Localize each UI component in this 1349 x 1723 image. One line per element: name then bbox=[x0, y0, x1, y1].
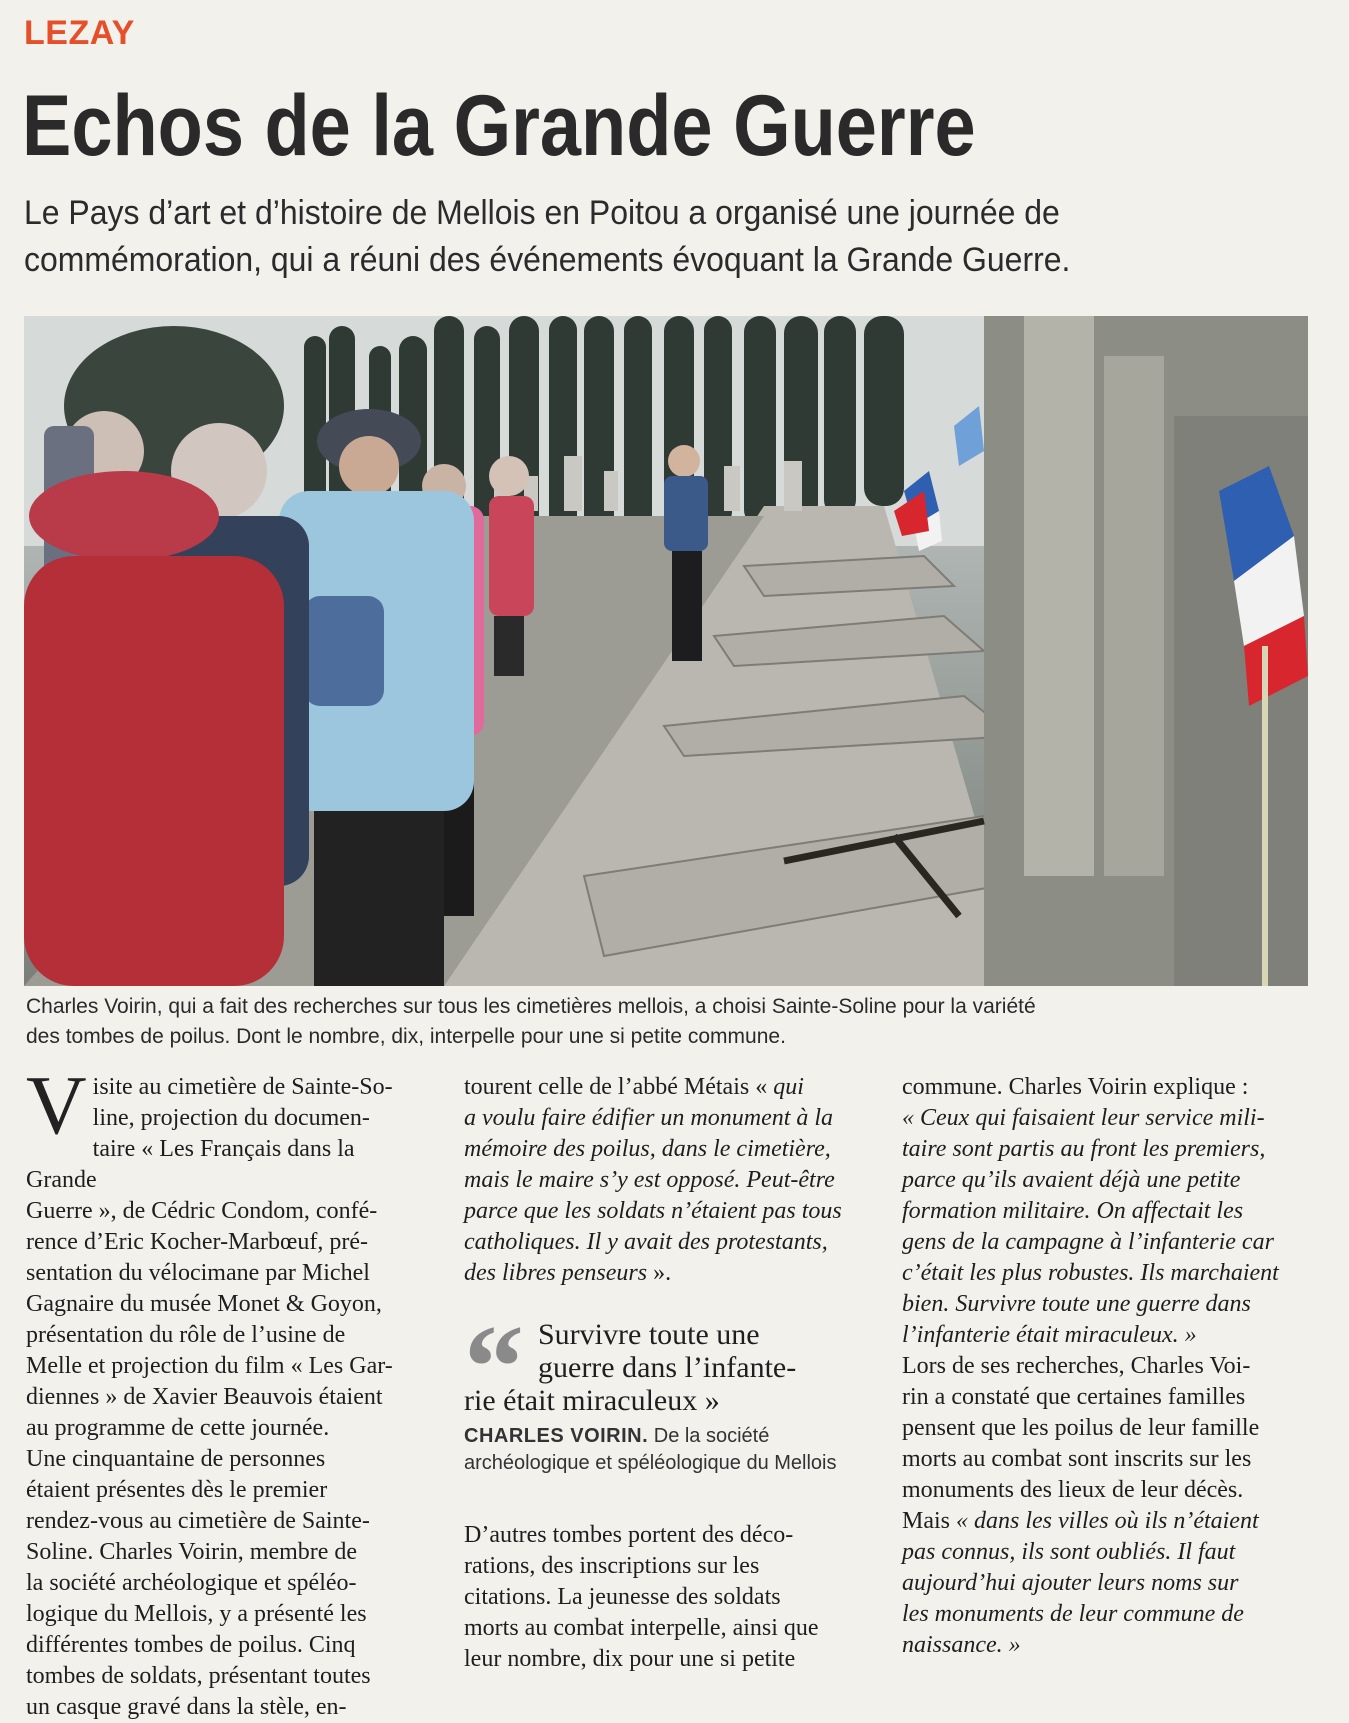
quote-line: formation militaire. On affectait les bbox=[902, 1198, 1244, 1224]
caption-line: des tombes de poilus. Dont le nombre, dix, interpelle pour une si petite commune. bbox=[26, 1025, 786, 1048]
quote-line: gens de la campagne à l’infanterie car bbox=[902, 1229, 1274, 1255]
body-line: Soline. Charles Voirin, membre de bbox=[26, 1539, 358, 1565]
author-role: archéologique et spéléologique du Mellois bbox=[464, 1452, 837, 1474]
pull-quote-text bbox=[464, 1318, 884, 1384]
quote-text: des libres penseurs bbox=[464, 1260, 648, 1286]
quote-line: aujourd’hui ajouter leurs noms sur bbox=[902, 1570, 1239, 1596]
body-line: isite au cimetière de Sainte-So- bbox=[92, 1074, 393, 1100]
body-line: monuments des lieux de leur décès. bbox=[902, 1477, 1244, 1503]
quote-line: mais le maire s’y est opposé. Peut-être bbox=[464, 1167, 835, 1193]
pull-quote-author bbox=[464, 1423, 884, 1477]
quote-line: c’était les plus robustes. Ils marchaient bbox=[902, 1260, 1279, 1286]
body-line bbox=[464, 1258, 874, 1289]
body-text: Mais bbox=[902, 1508, 956, 1534]
body-line: rendez-vous au cimetière de Sainte- bbox=[26, 1508, 370, 1534]
body-line: Guerre », de Cédric Condom, confé- bbox=[26, 1198, 378, 1224]
body-line: étaient présentes dès le premier bbox=[26, 1477, 328, 1503]
quote-line: l’infanterie était miraculeux. » bbox=[902, 1322, 1197, 1348]
pull-quote bbox=[464, 1300, 884, 1477]
body-line: rin a constaté que certaines familles bbox=[902, 1384, 1246, 1410]
quote-line: catholiques. Il y avait des protestants, bbox=[464, 1229, 828, 1255]
body-line: commune. Charles Voirin explique : bbox=[902, 1074, 1249, 1100]
body-line: différentes tombes de poilus. Cinq bbox=[26, 1632, 356, 1658]
body-line: morts au combat sont inscrits sur les bbox=[902, 1446, 1252, 1472]
body-line: Gagnaire du musée Monet & Goyon, bbox=[26, 1291, 382, 1317]
lede-line: Le Pays d’art et d’histoire de Mellois en Poitou a organisé une journée de bbox=[24, 194, 1060, 232]
body-text: ». bbox=[647, 1260, 672, 1286]
body-line: présentation du rôle de l’usine de bbox=[26, 1322, 346, 1348]
article-lede bbox=[24, 190, 1237, 284]
quote-line: parce qu’ils avaient déjà une petite bbox=[902, 1167, 1241, 1193]
body-line bbox=[464, 1072, 874, 1103]
body-line: au programme de cette journée. bbox=[26, 1415, 330, 1441]
body-line: rations, des inscriptions sur les bbox=[464, 1553, 760, 1579]
author-name: CHARLES VOIRIN. bbox=[464, 1425, 649, 1447]
quote-line: mémoire des poilus, dans le cimetière, bbox=[464, 1136, 831, 1162]
quote-line: pas connus, ils sont oubliés. Il faut bbox=[902, 1539, 1236, 1565]
quote-line: parce que les soldats n’étaient pas tous bbox=[464, 1198, 842, 1224]
cemetery-photo-illustration bbox=[24, 316, 1308, 986]
pull-quote-line: Survivre toute une bbox=[538, 1318, 760, 1351]
body-line: la société archéologique et spéléo- bbox=[26, 1570, 357, 1596]
quote-line: naissance. » bbox=[902, 1632, 1021, 1658]
article-photo bbox=[24, 316, 1308, 986]
article-column-2 bbox=[464, 1072, 874, 1289]
body-line bbox=[902, 1506, 1314, 1537]
body-line: morts au combat interpelle, ainsi que bbox=[464, 1615, 819, 1641]
lede-line: commémoration, qui a réuni des événements évoquant la Grande Guerre. bbox=[24, 241, 1071, 279]
article-column-3 bbox=[902, 1072, 1314, 1661]
quote-line: taire sont partis au front les premiers, bbox=[902, 1136, 1266, 1162]
body-line: D’autres tombes portent des déco- bbox=[464, 1522, 794, 1548]
body-line: tombes de soldats, présentant toutes bbox=[26, 1663, 371, 1689]
pull-quote-line: rie était miraculeux » bbox=[464, 1384, 720, 1417]
body-line: taire « Les Français dans la Grande bbox=[26, 1136, 355, 1193]
body-line: citations. La jeunesse des soldats bbox=[464, 1584, 781, 1610]
body-line: Lors de ses recherches, Charles Voi- bbox=[902, 1353, 1251, 1379]
body-line: Melle et projection du film « Les Gar- bbox=[26, 1353, 393, 1379]
body-line: rence d’Eric Kocher-Marbœuf, pré- bbox=[26, 1229, 368, 1255]
body-line: Une cinquantaine de personnes bbox=[26, 1446, 326, 1472]
body-line: line, projection du documen- bbox=[92, 1105, 370, 1131]
body-text: tourent celle de l’abbé Métais « bbox=[464, 1074, 774, 1100]
quote-mark-icon: “ bbox=[464, 1300, 524, 1433]
section-rubric: LEZAY bbox=[24, 14, 135, 52]
quote-line: les monuments de leur commune de bbox=[902, 1601, 1244, 1627]
body-line: leur nombre, dix pour une si petite bbox=[464, 1646, 796, 1672]
article-headline: Echos de la Grande Guerre bbox=[22, 78, 976, 174]
quote-line: a voulu faire édifier un monument à la bbox=[464, 1105, 834, 1131]
article-column-2-bottom bbox=[464, 1520, 874, 1675]
body-line: logique du Mellois, y a présenté les bbox=[26, 1601, 367, 1627]
author-role: De la société bbox=[648, 1425, 770, 1447]
quote-text: « dans les villes où ils n’étaient bbox=[956, 1508, 1259, 1534]
article-column-1 bbox=[26, 1059, 430, 1723]
body-line: diennes » de Xavier Beauvois étaient bbox=[26, 1384, 383, 1410]
drop-cap: V bbox=[26, 1059, 87, 1152]
body-line: un casque gravé dans la stèle, en- bbox=[26, 1694, 347, 1720]
quote-line: « Ceux qui faisaient leur service mili- bbox=[902, 1105, 1265, 1131]
body-line: sentation du vélocimane par Michel bbox=[26, 1260, 370, 1286]
pull-quote-line: guerre dans l’infante- bbox=[538, 1351, 797, 1384]
body-line: pensent que les poilus de leur famille bbox=[902, 1415, 1260, 1441]
quote-text: qui bbox=[773, 1074, 804, 1100]
caption-line: Charles Voirin, qui a fait des recherches sur tous les cimetières mellois, a choisi Sainte-Soline pour la variété bbox=[26, 995, 1036, 1018]
photo-caption bbox=[26, 992, 1306, 1052]
quote-line: bien. Survivre toute une guerre dans bbox=[902, 1291, 1251, 1317]
